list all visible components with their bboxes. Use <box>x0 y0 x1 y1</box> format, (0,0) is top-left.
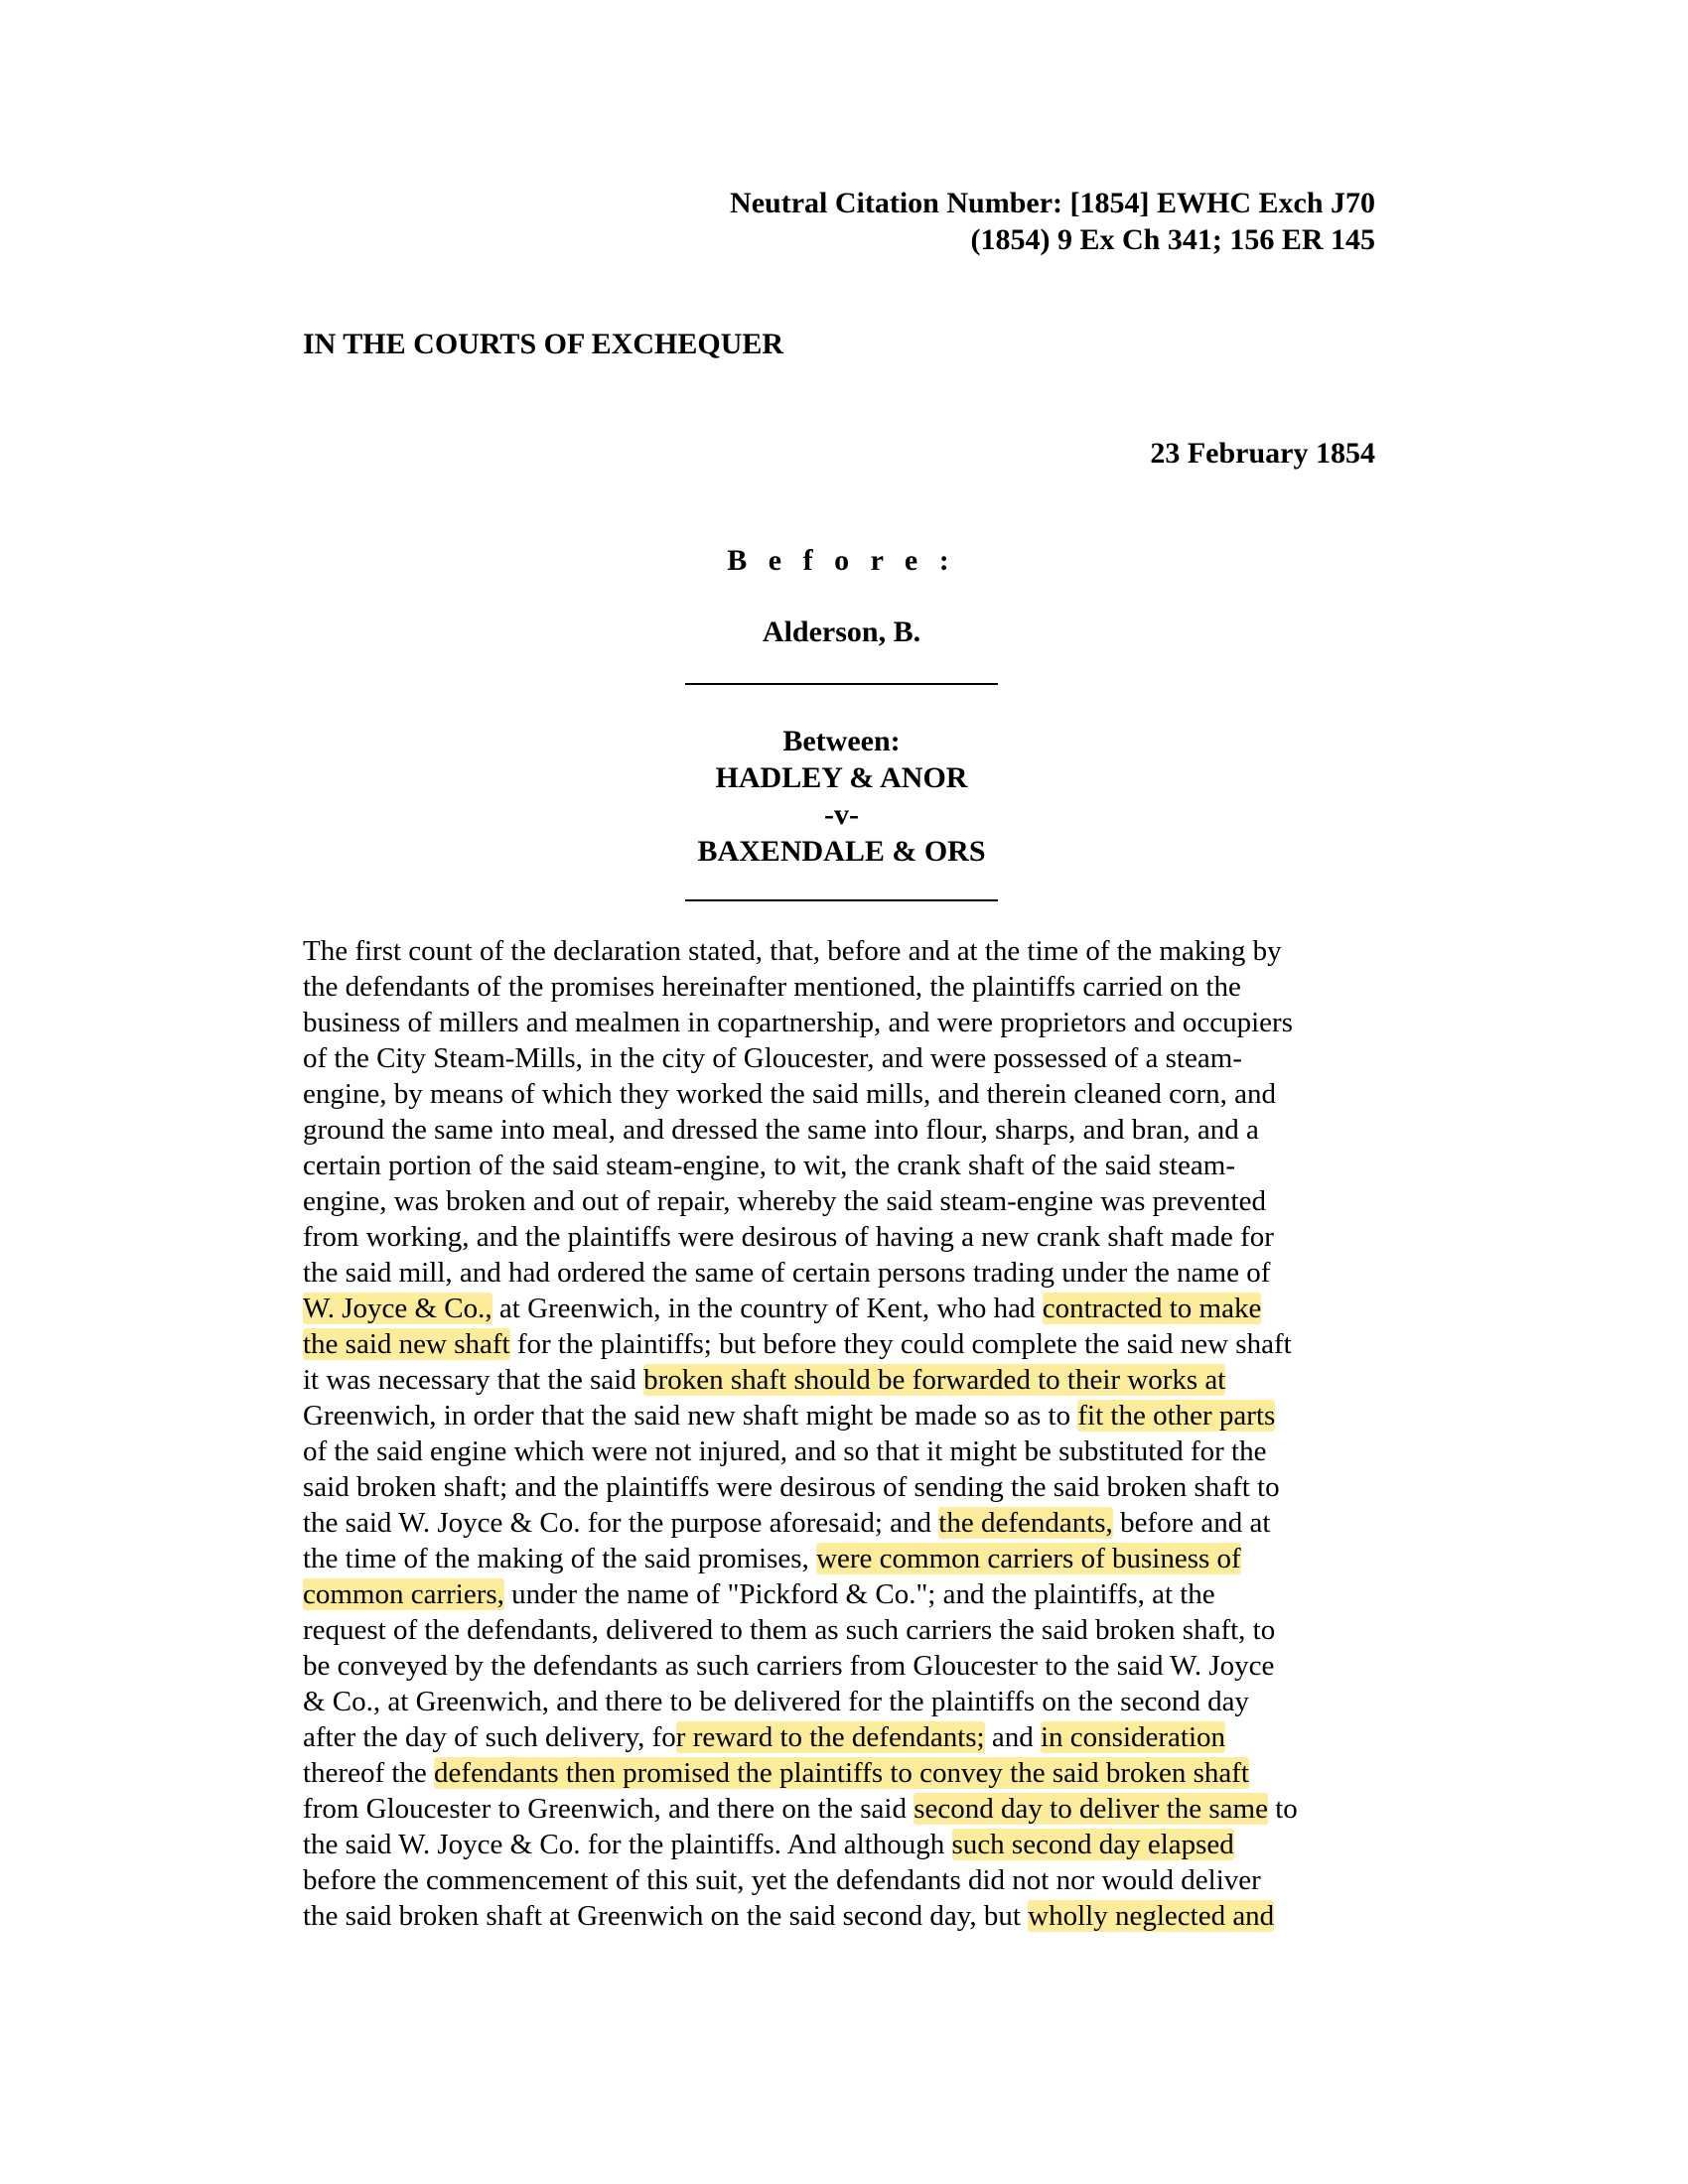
body-text-segment: the defendants of the promises hereinafter mentioned, the plaintiffs carried on the <box>303 971 1241 1003</box>
body-text-segment: thereof the <box>303 1757 435 1789</box>
body-line <box>303 1398 1395 1433</box>
highlighted-text: contracted to make <box>1042 1293 1262 1324</box>
body-text-segment: at Greenwich, in the country of Kent, who had <box>492 1293 1043 1324</box>
highlighted-text: fit the other parts <box>1077 1400 1276 1432</box>
judge-name: Alderson, B. <box>762 615 921 648</box>
body-text-segment: the said W. Joyce & Co. for the plaintiffs. And although <box>303 1829 952 1860</box>
highlighted-text: common carriers, <box>303 1578 504 1610</box>
between-label: Between: <box>782 725 901 757</box>
highlighted-text: W. Joyce & Co., <box>303 1293 492 1324</box>
body-line <box>303 1255 1395 1291</box>
highlighted-text: the defendants, <box>938 1507 1113 1539</box>
body-text-segment: engine, by means of which they worked the said mills, and therein cleaned corn, and <box>303 1078 1277 1110</box>
report-citation: (1854) 9 Ex Ch 341; 156 ER 145 <box>970 223 1375 256</box>
body-line <box>303 1862 1395 1898</box>
defendant-name: BAXENDALE & ORS <box>697 835 986 868</box>
body-line <box>303 1827 1395 1862</box>
plaintiff-name: HADLEY & ANOR <box>715 761 968 794</box>
body-line <box>303 1183 1395 1219</box>
body-line <box>303 933 1395 969</box>
body-text-segment: certain portion of the said steam-engine, to wit, the crank shaft of the said steam- <box>303 1150 1235 1181</box>
highlighted-text: in consideration <box>1040 1721 1226 1753</box>
highlighted-text: second day to deliver the same <box>914 1793 1268 1825</box>
body-line <box>303 1219 1395 1255</box>
body-line <box>303 1469 1395 1505</box>
body-line <box>303 1433 1395 1469</box>
highlighted-text: broken shaft should be forwarded to their works at <box>643 1364 1226 1396</box>
highlighted-text: wholly neglected and <box>1028 1900 1275 1932</box>
body-line <box>303 1612 1395 1648</box>
body-text-segment: and <box>984 1721 1041 1753</box>
body-text-segment: The first count of the declaration stated, that, before and at the time of the making by <box>303 935 1282 967</box>
body-text-segment: the said broken shaft at Greenwich on the said second day, but <box>303 1900 1029 1932</box>
highlighted-text: the said new shaft <box>303 1328 510 1360</box>
body-line <box>303 969 1395 1005</box>
divider-top <box>685 683 998 685</box>
body-line <box>303 1326 1395 1362</box>
highlighted-text: such second day elapsed <box>951 1829 1234 1860</box>
body-text-segment: for the plaintiffs; but before they could complete the said new shaft <box>509 1328 1292 1360</box>
body-text-segment: under the name of "Pickford & Co."; and the plaintiffs, at the <box>503 1578 1215 1610</box>
body-text-segment: after the day of such delivery, fo <box>303 1721 676 1753</box>
body-line <box>303 1791 1395 1827</box>
body-line <box>303 1719 1395 1755</box>
body-text-segment: of the said engine which were not injured, and so that it might be substituted for the <box>303 1435 1267 1467</box>
parties-block <box>685 723 998 870</box>
body-line <box>303 1148 1395 1183</box>
body-line <box>303 1112 1395 1148</box>
body-text-segment: business of millers and mealmen in copartnership, and were proprietors and occupiers <box>303 1007 1293 1038</box>
highlighted-text: r reward to the defendants; <box>675 1721 985 1753</box>
body-text-segment: the said W. Joyce & Co. for the purpose aforesaid; and <box>303 1507 939 1539</box>
body-line <box>303 1505 1395 1541</box>
body-text-segment: from Gloucester to Greenwich, and there on the said <box>303 1793 914 1825</box>
highlighted-text: defendants then promised the plaintiffs to convey the said broken shaft <box>434 1757 1249 1789</box>
judgment-date: 23 February 1854 <box>1150 437 1375 470</box>
citation-block <box>730 185 1375 258</box>
body-text-segment: request of the defendants, delivered to them as such carriers the said broken shaft, to <box>303 1614 1276 1646</box>
highlighted-text: were common carriers of business of <box>816 1543 1241 1574</box>
body-text-segment: to <box>1267 1793 1298 1825</box>
body-line <box>303 1576 1395 1612</box>
body-line <box>303 1362 1395 1398</box>
body-text-segment: it was necessary that the said <box>303 1364 644 1396</box>
body-line <box>303 1291 1395 1326</box>
body-line <box>303 1648 1395 1684</box>
body-text-segment: before and at <box>1112 1507 1271 1539</box>
body-line <box>303 1755 1395 1791</box>
body-line <box>303 1005 1395 1040</box>
body-text-segment: of the City Steam-Mills, in the city of Gloucester, and were possessed of a steam- <box>303 1042 1242 1074</box>
before-label: B e f o r e : <box>727 544 956 577</box>
versus-label: -v- <box>824 798 859 831</box>
judgment-body <box>303 933 1395 1934</box>
body-text-segment: said broken shaft; and the plaintiffs were desirous of sending the said broken shaft to <box>303 1471 1280 1503</box>
body-text-segment: the said mill, and had ordered the same of certain persons trading under the name of <box>303 1257 1271 1289</box>
body-text-segment: & Co., at Greenwich, and there to be delivered for the plaintiffs on the second day <box>303 1686 1249 1717</box>
body-text-segment: ground the same into meal, and dressed the same into flour, sharps, and bran, and a <box>303 1114 1259 1146</box>
divider-bottom <box>685 899 998 901</box>
body-line <box>303 1684 1395 1719</box>
body-line <box>303 1076 1395 1112</box>
body-line <box>303 1898 1395 1934</box>
body-line <box>303 1040 1395 1076</box>
body-text-segment: before the commencement of this suit, yet the defendants did not nor would deliver <box>303 1864 1261 1896</box>
body-text-segment: be conveyed by the defendants as such carriers from Gloucester to the said W. Joyce <box>303 1650 1275 1682</box>
body-text-segment: the time of the making of the said promises, <box>303 1543 817 1574</box>
court-name: IN THE COURTS OF EXCHEQUER <box>303 328 784 360</box>
neutral-citation: Neutral Citation Number: [1854] EWHC Exch J70 <box>730 187 1375 219</box>
body-text-segment: engine, was broken and out of repair, whereby the said steam-engine was prevented <box>303 1185 1266 1217</box>
body-line <box>303 1541 1395 1576</box>
body-text-segment: Greenwich, in order that the said new shaft might be made so as to <box>303 1400 1078 1432</box>
body-text-segment: from working, and the plaintiffs were desirous of having a new crank shaft made for <box>303 1221 1274 1253</box>
